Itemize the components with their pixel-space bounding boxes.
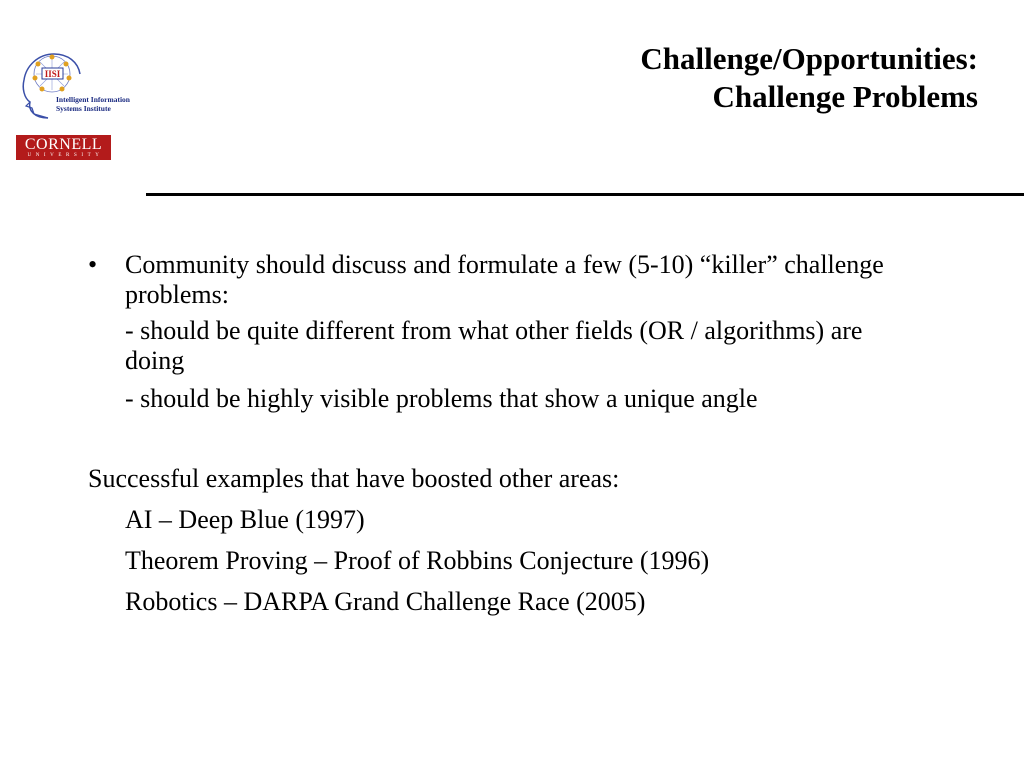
iisi-logo [14,48,130,128]
iisi-name-line1: Intelligent Information [56,95,130,104]
slide-body [88,250,908,617]
bullet-text: Community should discuss and formulate a few (5-10) “killer” challenge problems: [125,250,884,309]
bullet-icon: • [88,250,98,279]
iisi-badge-text: IISI [44,69,61,79]
head-profile-icon [14,48,124,128]
iisi-name-line2: Systems Institute [56,104,111,113]
example-item: AI – Deep Blue (1997) [125,505,365,534]
slide-title [640,40,978,116]
examples-intro: Successful examples that have boosted other areas: [88,464,620,493]
sub-point: - should be quite different from what other fields (OR / algorithms) are doing [125,316,863,375]
slide-title-line1: Challenge/Opportunities: [640,41,978,76]
bullet-item [88,250,908,310]
sub-point: - should be highly visible problems that show a unique angle [125,384,758,413]
cornell-wordmark: CORNELL [24,136,103,153]
slide-title-line2: Challenge Problems [712,79,978,114]
title-divider [146,193,1024,196]
cornell-logo [16,135,111,160]
cornell-university-label: UNIVERSITY [27,153,104,158]
example-item: Robotics – DARPA Grand Challenge Race (2005) [125,587,646,616]
example-item: Theorem Proving – Proof of Robbins Conjecture (1996) [125,546,710,575]
